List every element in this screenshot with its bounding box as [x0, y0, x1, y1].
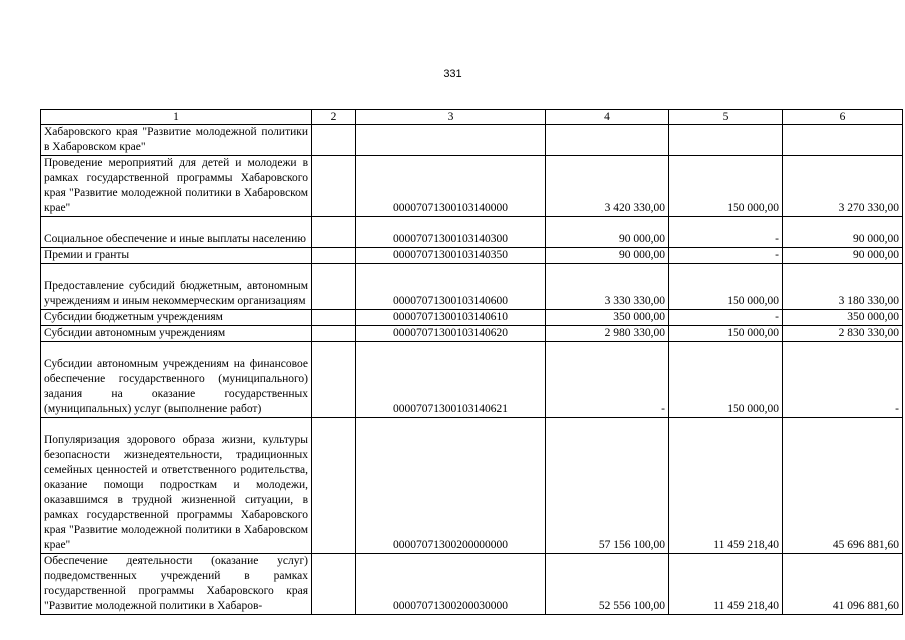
row-col6: 90 000,00	[783, 217, 903, 248]
column-header: 5	[669, 110, 783, 125]
row-code: 00007071300103140000	[356, 156, 546, 217]
table-row	[41, 264, 903, 310]
row-col6: 350 000,00	[783, 310, 903, 326]
row-col6: 41 096 881,60	[783, 554, 903, 615]
row-col2	[312, 156, 356, 217]
row-code: 00007071300103140600	[356, 264, 546, 310]
column-header: 6	[783, 110, 903, 125]
row-code: 00007071300103140610	[356, 310, 546, 326]
row-col4: -	[546, 342, 669, 418]
column-header: 3	[356, 110, 546, 125]
table-row	[41, 326, 903, 342]
row-col5: 150 000,00	[669, 156, 783, 217]
row-code: 00007071300200030000	[356, 554, 546, 615]
row-col5: 150 000,00	[669, 326, 783, 342]
row-col6: 45 696 881,60	[783, 418, 903, 554]
row-col2	[312, 554, 356, 615]
row-col4: 3 420 330,00	[546, 156, 669, 217]
row-col2	[312, 248, 356, 264]
row-name: Популяризация здорового образа жизни, культуры безопасности жизнедеятельности, традиционных семейных ценностей и ответственного родительства, оказание помощи подросткам и молодежи, оказавшимся в трудной жизненной ситуации, в рамках государственной программы Хабаровского края "Развитие молодежной политики в Хабаровском крае"	[41, 418, 312, 554]
budget-table	[40, 109, 903, 615]
row-name: Предоставление субсидий бюджетным, автономным учреждениям и иным некоммерческим организациям	[41, 264, 312, 310]
row-code: 00007071300103140300	[356, 217, 546, 248]
row-col2	[312, 342, 356, 418]
row-name: Обеспечение деятельности (оказание услуг) подведомственных учреждений в рамках государственной программы Хабаровского края "Развитие молодежной политики в Хабаров-	[41, 554, 312, 615]
row-col6: 2 830 330,00	[783, 326, 903, 342]
row-code: 00007071300200000000	[356, 418, 546, 554]
row-col2	[312, 326, 356, 342]
row-col4: 90 000,00	[546, 248, 669, 264]
table-row	[41, 310, 903, 326]
row-col2	[312, 217, 356, 248]
table-header-row	[41, 110, 903, 125]
row-col6: 3 270 330,00	[783, 156, 903, 217]
row-col5: -	[669, 310, 783, 326]
row-col5: 11 459 218,40	[669, 554, 783, 615]
row-col5: -	[669, 248, 783, 264]
row-code: 00007071300103140621	[356, 342, 546, 418]
row-code: 00007071300103140350	[356, 248, 546, 264]
row-col6: -	[783, 342, 903, 418]
row-col2	[312, 418, 356, 554]
table-row	[41, 554, 903, 615]
column-header: 1	[41, 110, 312, 125]
table-row	[41, 342, 903, 418]
row-col4: 52 556 100,00	[546, 554, 669, 615]
row-name: Проведение мероприятий для детей и молодежи в рамках государственной программы Хабаровского края "Развитие молодежной политики в Хабаровском крае"	[41, 156, 312, 217]
row-name: Премии и гранты	[41, 248, 312, 264]
row-name: Социальное обеспечение и иные выплаты населению	[41, 217, 312, 248]
column-header: 2	[312, 110, 356, 125]
row-name: Субсидии автономным учреждениям	[41, 326, 312, 342]
row-col4: 2 980 330,00	[546, 326, 669, 342]
table-row	[41, 156, 903, 217]
table-row	[41, 248, 903, 264]
table-row	[41, 125, 903, 156]
row-col5: 150 000,00	[669, 342, 783, 418]
row-col4: 90 000,00	[546, 217, 669, 248]
row-col4: 350 000,00	[546, 310, 669, 326]
row-col2	[312, 310, 356, 326]
row-col5	[669, 125, 783, 156]
row-col2	[312, 125, 356, 156]
table-row	[41, 418, 903, 554]
row-col6: 3 180 330,00	[783, 264, 903, 310]
row-col5: 150 000,00	[669, 264, 783, 310]
row-name: Субсидии бюджетным учреждениям	[41, 310, 312, 326]
table-row	[41, 217, 903, 248]
row-col4: 57 156 100,00	[546, 418, 669, 554]
row-code: 00007071300103140620	[356, 326, 546, 342]
row-col6	[783, 125, 903, 156]
column-header: 4	[546, 110, 669, 125]
row-col6: 90 000,00	[783, 248, 903, 264]
row-col4	[546, 125, 669, 156]
row-col4: 3 330 330,00	[546, 264, 669, 310]
row-name: Субсидии автономным учреждениям на финансовое обеспечение государственного (муниципального) задания на оказание государственных (муниципальных) услуг (выполнение работ)	[41, 342, 312, 418]
row-code	[356, 125, 546, 156]
row-col5: -	[669, 217, 783, 248]
row-col5: 11 459 218,40	[669, 418, 783, 554]
page-number: 331	[443, 68, 462, 80]
row-col2	[312, 264, 356, 310]
row-name: Хабаровского края "Развитие молодежной политики в Хабаровском крае"	[41, 125, 312, 156]
